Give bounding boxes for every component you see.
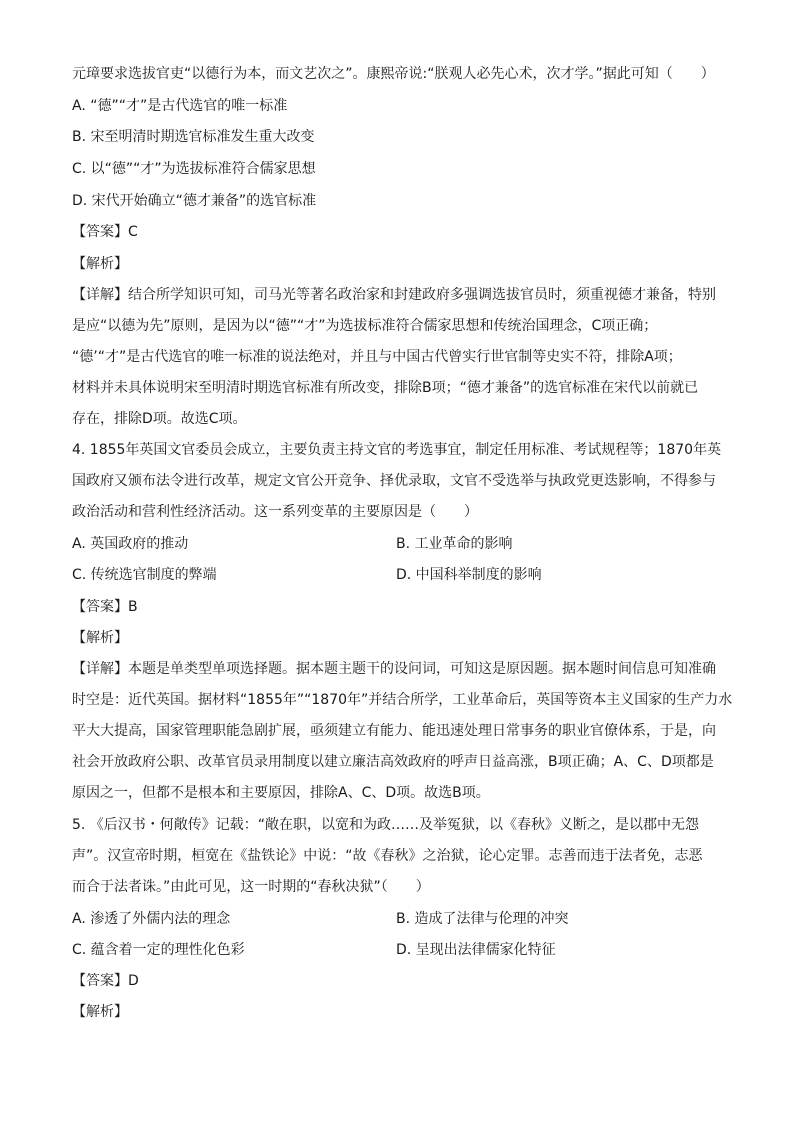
q5-stem-line: 而合于法者诛。”由此可见，这一时期的“春秋决狱”（ ） <box>72 879 430 895</box>
q4-detail-line: 时空是：近代英国。据材料“1855年”“1870年”并结合所学，工业革命后，英国等资本主义国家的生产力水 <box>72 692 733 708</box>
q5-stem-line: 5. 《后汉书・何敞传》记载：“敞在职，以宽和为政……及举冤狱，以《春秋》义断之，是以郡中无怨 <box>72 817 700 833</box>
q4-option-a: A. 英国政府的推动 <box>72 536 189 552</box>
q4-option-b: B. 工业革命的影响 <box>396 536 513 552</box>
q4-detail-line: 平大大提高，国家管理职能急剧扩展，亟须建立有能力、能迅速处理日常事务的职业官僚体系，于是，向 <box>72 723 716 739</box>
q4-stem-line: 政治活动和营利性经济活动。这一系列变革的主要原因是（ ） <box>72 504 478 520</box>
q3-detail-line: 存在，排除D项。故选C项。 <box>72 411 247 427</box>
q4-analysis-label: 【解析】 <box>72 630 128 646</box>
q4-answer: 【答案】B <box>72 599 138 615</box>
q3-detail-line: “德’“才”是古代选官的唯一标准的说法绝对，并且与中国古代曾实行世官制等史实不符，排除A项； <box>72 349 682 365</box>
q5-stem-line: 声”。汉宣帝时期，桓宽在《盐铁论》中说：“故《春秋》之治狱，论心定罪。志善而违于法者免，志恶 <box>72 848 703 864</box>
q5-option-d: D. 呈现出法律儒家化特征 <box>396 942 556 958</box>
q4-stem-line: 4. 1855年英国文官委员会成立，主要负责主持文官的考选事宜，制定任用标准、考试规程等；1870年英 <box>72 442 722 458</box>
q4-detail-line: 【详解】本题是单类型单项选择题。据本题主题干的设问词，可知这是原因题。据本题时间信息可知准确 <box>72 661 716 677</box>
q4-option-c: C. 传统选官制度的弊端 <box>72 567 217 583</box>
q3-detail-line: 材料并未具体说明宋至明清时期选官标准有所改变，排除B项；“德才兼备”的选官标准在宋代以前就已 <box>72 380 699 396</box>
q5-option-b: B. 造成了法律与伦理的冲突 <box>396 911 569 927</box>
q3-stem-tail: 元璋要求选拔官吏“以德行为本，而文艺次之”。康熙帝说:“朕观人必先心术，次才学。”据此可知（ ） <box>72 66 715 82</box>
q5-analysis-label: 【解析】 <box>72 1004 128 1020</box>
q5-option-a: A. 渗透了外儒内法的理念 <box>72 911 231 927</box>
q3-detail-line: 【详解】结合所学知识可知，司马光等著名政治家和封建政府多强调选拔官员时，须重视德才兼备，特别 <box>72 287 716 303</box>
q3-analysis-label: 【解析】 <box>72 256 128 272</box>
q5-answer: 【答案】D <box>72 973 139 989</box>
q3-answer: 【答案】C <box>72 224 138 240</box>
q3-option-d: D. 宋代开始确立“德才兼备”的选官标准 <box>72 193 317 209</box>
q3-option-c: C. 以“德”“才”为选拔标准符合儒家思想 <box>72 161 316 177</box>
q4-option-d: D. 中国科举制度的影响 <box>396 567 542 583</box>
q4-stem-line: 国政府又颁布法令进行改革，规定文官公开竞争、择优录取，文官不受选举与执政党更迭影响，不得参与 <box>72 473 716 489</box>
q3-option-b: B. 宋至明清时期选官标准发生重大改变 <box>72 129 315 145</box>
q5-option-c: C. 蕴含着一定的理性化色彩 <box>72 942 245 958</box>
q4-detail-line: 社会开放政府公职、改革官员录用制度以建立廉洁高效政府的呼声日益高涨，B项正确；A、C、D项都是 <box>72 754 714 770</box>
q3-option-a: A. “德”“才”是古代选官的唯一标准 <box>72 98 288 114</box>
q4-detail-line: 原因之一，但都不是根本和主要原因，排除A、C、D项。故选B项。 <box>72 785 490 801</box>
q3-detail-line: 是应“以德为先”原则，是因为以“德”“才”为选拔标准符合儒家思想和传统治国理念，C项正确； <box>72 318 658 334</box>
